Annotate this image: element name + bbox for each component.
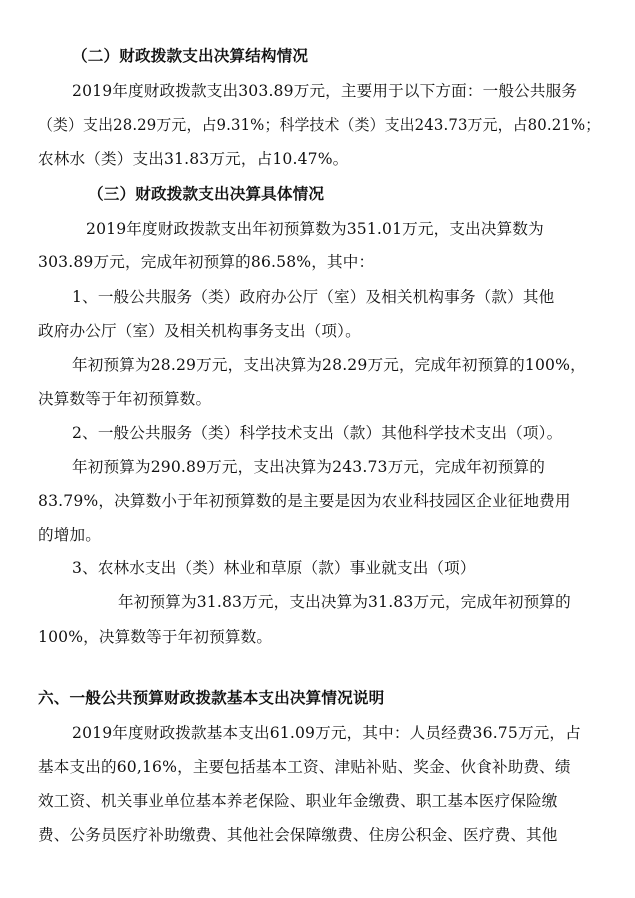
paragraph-line: 决算数等于年初预算数。 <box>38 390 212 408</box>
section-heading-3: （三）财政拨款支出决算具体情况 <box>88 185 325 203</box>
paragraph-line: 2019年度财政拨款基本支出61.09万元，其中：人员经费36.75万元，占 <box>72 724 581 742</box>
section-heading-2: （二）财政拨款支出决算结构情况 <box>72 47 309 65</box>
paragraph-line: 100%，决算数等于年初预算数。 <box>38 628 273 646</box>
paragraph-line: 年初预算为290.89万元，支出决算为243.73万元，完成年初预算的 <box>72 458 546 476</box>
paragraph-line: 303.89万元，完成年初预算的86.58%，其中： <box>38 253 375 271</box>
list-item-3: 3、农林水支出（类）林业和草原（款）事业就支出（项） <box>72 559 476 577</box>
paragraph-line: 基本支出的60,16%，主要包括基本工资、津贴补贴、奖金、伙食补助费、绩 <box>38 758 571 776</box>
section-heading-6: 六、一般公共预算财政拨款基本支出决算情况说明 <box>38 689 385 707</box>
paragraph-line: 2019年度财政拨款支出303.89万元，主要用于以下方面：一般公共服务 <box>72 82 578 100</box>
paragraph-line: 年初预算为28.29万元，支出决算为28.29万元，完成年初预算的100%， <box>72 356 586 374</box>
paragraph-line: 政府办公厅（室）及相关机构事务支出（项）。 <box>38 322 361 340</box>
list-item-1: 1、一般公共服务（类）政府办公厅（室）及相关机构事务（款）其他 <box>72 288 555 306</box>
paragraph-line: 83.79%，决算数小于年初预算数的是主要是因为农业科技园区企业征地费用 <box>38 492 571 510</box>
paragraph-line: 农林水（类）支出31.83万元，占10.47%。 <box>38 150 349 168</box>
paragraph-line: 效工资、机关事业单位基本养老保险、职业年金缴费、职工基本医疗保险缴 <box>38 792 558 810</box>
paragraph-line: 费、公务员医疗补助缴费、其他社会保障缴费、住房公积金、医疗费、其他 <box>38 826 558 844</box>
list-item-2: 2、一般公共服务（类）科学技术支出（款）其他科学技术支出（项）。 <box>72 424 563 442</box>
paragraph-line: 年初预算为31.83万元，支出决算为31.83万元，完成年初预算的 <box>118 593 571 611</box>
paragraph-line: 2019年度财政拨款支出年初预算数为351.01万元，支出决算数为 <box>86 220 544 238</box>
paragraph-line: （类）支出28.29万元，占9.31%；科学技术（类）支出243.73万元，占80.21%； <box>38 116 601 134</box>
paragraph-line: 的增加。 <box>38 526 101 544</box>
